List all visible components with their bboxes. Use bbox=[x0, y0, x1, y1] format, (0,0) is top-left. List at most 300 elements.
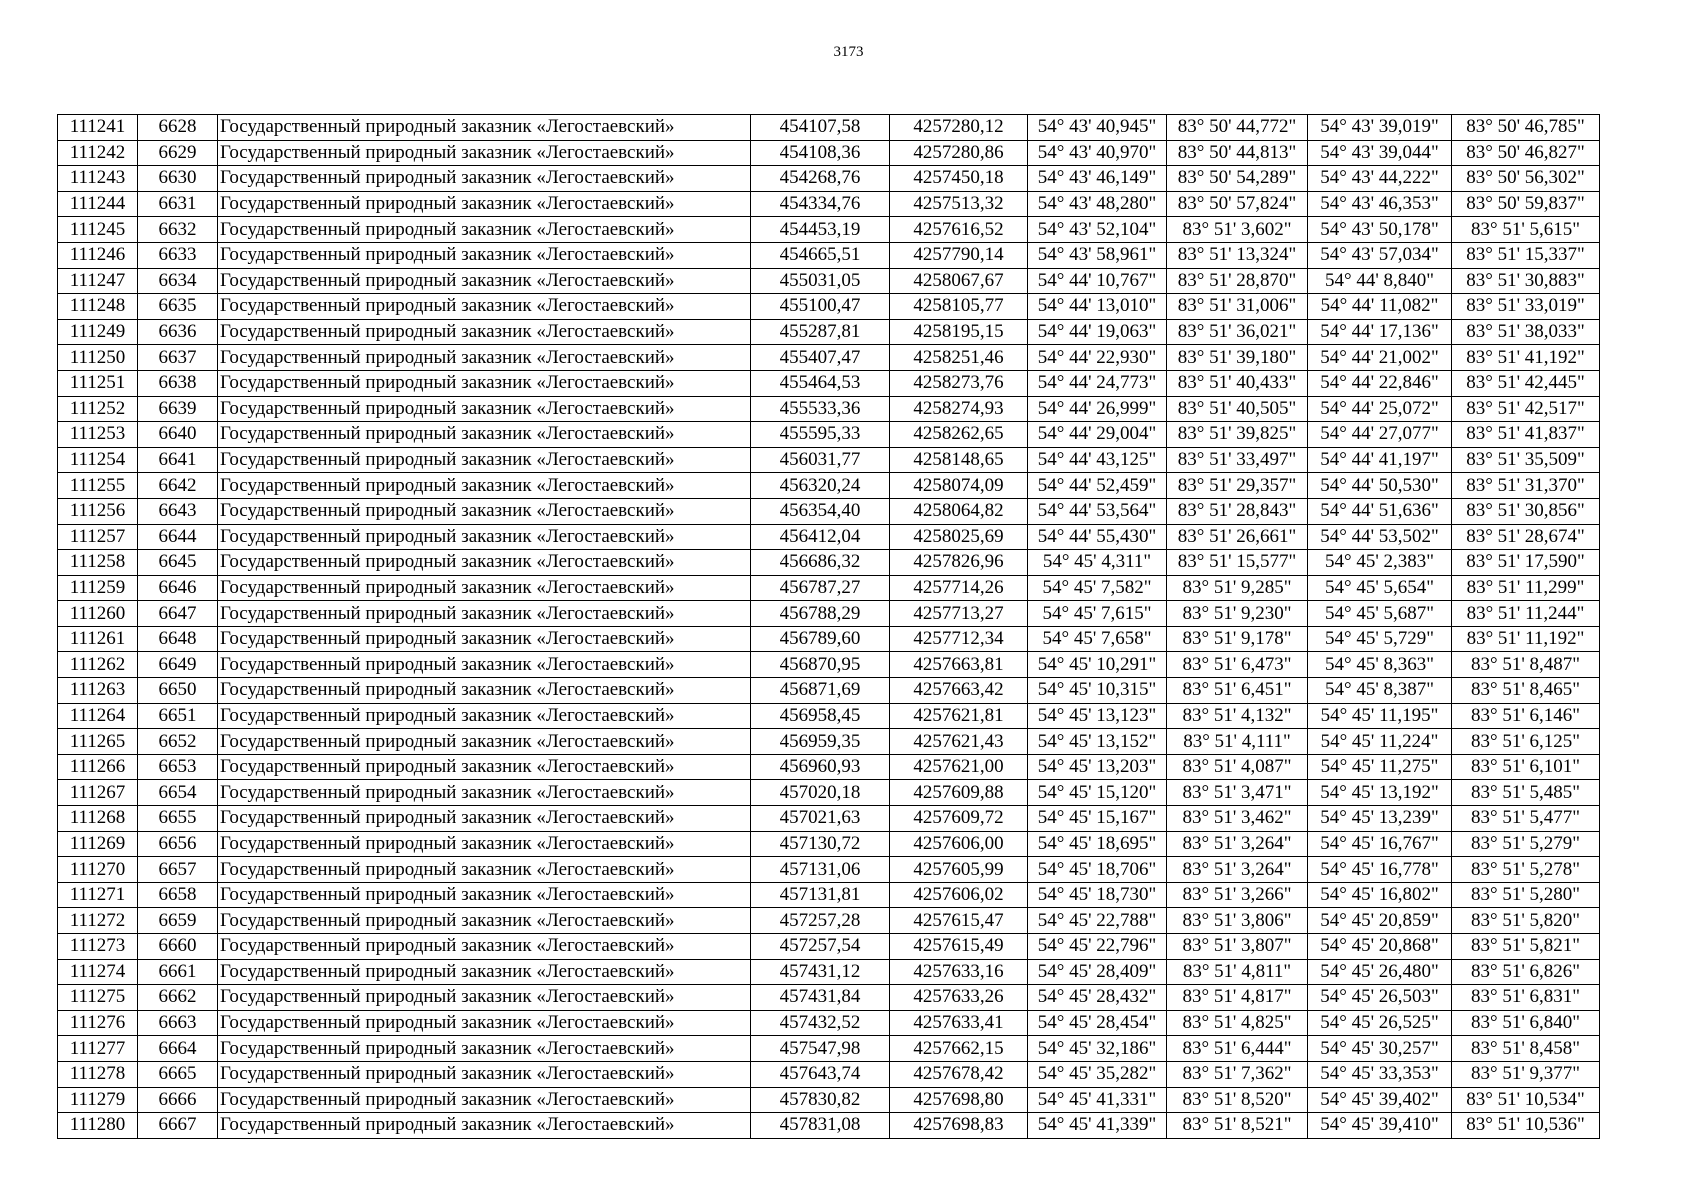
y-coordinate-cell: 4257698,83 bbox=[890, 1113, 1028, 1139]
object-name-cell: Государственный природный заказник «Легостаевский» bbox=[218, 831, 751, 857]
y-coordinate-cell: 4257609,72 bbox=[890, 806, 1028, 832]
latitude-1-cell: 54° 45' 28,409" bbox=[1028, 959, 1167, 985]
latitude-1-cell: 54° 44' 55,430" bbox=[1028, 524, 1167, 550]
longitude-2-cell: 83° 51' 42,445" bbox=[1452, 370, 1600, 396]
row-id-cell: 111273 bbox=[58, 934, 138, 960]
x-coordinate-cell: 457547,98 bbox=[751, 1036, 890, 1062]
object-name-cell: Государственный природный заказник «Легостаевский» bbox=[218, 524, 751, 550]
x-coordinate-cell: 456870,95 bbox=[751, 652, 890, 678]
longitude-1-cell: 83° 51' 31,006" bbox=[1167, 294, 1308, 320]
latitude-1-cell: 54° 45' 7,615" bbox=[1028, 601, 1167, 627]
object-name-cell: Государственный природный заказник «Легостаевский» bbox=[218, 729, 751, 755]
latitude-2-cell: 54° 44' 8,840" bbox=[1308, 268, 1452, 294]
x-coordinate-cell: 455287,81 bbox=[751, 319, 890, 345]
y-coordinate-cell: 4257621,43 bbox=[890, 729, 1028, 755]
point-number-cell: 6662 bbox=[138, 985, 218, 1011]
object-name-cell: Государственный природный заказник «Легостаевский» bbox=[218, 1036, 751, 1062]
table-row bbox=[58, 345, 1600, 371]
y-coordinate-cell: 4257714,26 bbox=[890, 575, 1028, 601]
point-number-cell: 6649 bbox=[138, 652, 218, 678]
latitude-2-cell: 54° 45' 16,778" bbox=[1308, 857, 1452, 883]
y-coordinate-cell: 4257450,18 bbox=[890, 166, 1028, 192]
point-number-cell: 6632 bbox=[138, 217, 218, 243]
y-coordinate-cell: 4258074,09 bbox=[890, 473, 1028, 499]
table-row bbox=[58, 1010, 1600, 1036]
y-coordinate-cell: 4258262,65 bbox=[890, 422, 1028, 448]
x-coordinate-cell: 457643,74 bbox=[751, 1061, 890, 1087]
y-coordinate-cell: 4258251,46 bbox=[890, 345, 1028, 371]
longitude-2-cell: 83° 51' 17,590" bbox=[1452, 550, 1600, 576]
table-row bbox=[58, 703, 1600, 729]
longitude-1-cell: 83° 51' 9,230" bbox=[1167, 601, 1308, 627]
point-number-cell: 6650 bbox=[138, 678, 218, 704]
longitude-1-cell: 83° 51' 7,362" bbox=[1167, 1061, 1308, 1087]
object-name-cell: Государственный природный заказник «Легостаевский» bbox=[218, 217, 751, 243]
table-row bbox=[58, 780, 1600, 806]
latitude-2-cell: 54° 44' 27,077" bbox=[1308, 422, 1452, 448]
point-number-cell: 6628 bbox=[138, 115, 218, 141]
longitude-2-cell: 83° 51' 6,826" bbox=[1452, 959, 1600, 985]
x-coordinate-cell: 456789,60 bbox=[751, 626, 890, 652]
point-number-cell: 6641 bbox=[138, 447, 218, 473]
latitude-1-cell: 54° 45' 15,120" bbox=[1028, 780, 1167, 806]
row-id-cell: 111279 bbox=[58, 1087, 138, 1113]
longitude-1-cell: 83° 51' 4,817" bbox=[1167, 985, 1308, 1011]
longitude-2-cell: 83° 51' 30,856" bbox=[1452, 498, 1600, 524]
y-coordinate-cell: 4257621,81 bbox=[890, 703, 1028, 729]
row-id-cell: 111260 bbox=[58, 601, 138, 627]
longitude-2-cell: 83° 51' 6,101" bbox=[1452, 754, 1600, 780]
longitude-1-cell: 83° 51' 36,021" bbox=[1167, 319, 1308, 345]
latitude-1-cell: 54° 43' 40,970" bbox=[1028, 140, 1167, 166]
point-number-cell: 6666 bbox=[138, 1087, 218, 1113]
object-name-cell: Государственный природный заказник «Легостаевский» bbox=[218, 806, 751, 832]
object-name-cell: Государственный природный заказник «Легостаевский» bbox=[218, 1113, 751, 1139]
longitude-1-cell: 83° 51' 39,825" bbox=[1167, 422, 1308, 448]
latitude-1-cell: 54° 44' 13,010" bbox=[1028, 294, 1167, 320]
point-number-cell: 6652 bbox=[138, 729, 218, 755]
x-coordinate-cell: 455464,53 bbox=[751, 370, 890, 396]
longitude-1-cell: 83° 51' 3,264" bbox=[1167, 857, 1308, 883]
latitude-2-cell: 54° 45' 11,275" bbox=[1308, 754, 1452, 780]
row-id-cell: 111254 bbox=[58, 447, 138, 473]
latitude-1-cell: 54° 45' 13,203" bbox=[1028, 754, 1167, 780]
longitude-2-cell: 83° 51' 42,517" bbox=[1452, 396, 1600, 422]
x-coordinate-cell: 456787,27 bbox=[751, 575, 890, 601]
longitude-1-cell: 83° 50' 44,813" bbox=[1167, 140, 1308, 166]
longitude-1-cell: 83° 51' 3,471" bbox=[1167, 780, 1308, 806]
latitude-2-cell: 54° 45' 39,402" bbox=[1308, 1087, 1452, 1113]
table-row bbox=[58, 370, 1600, 396]
y-coordinate-cell: 4257280,12 bbox=[890, 115, 1028, 141]
latitude-2-cell: 54° 45' 8,387" bbox=[1308, 678, 1452, 704]
row-id-cell: 111262 bbox=[58, 652, 138, 678]
y-coordinate-cell: 4258067,67 bbox=[890, 268, 1028, 294]
x-coordinate-cell: 457431,84 bbox=[751, 985, 890, 1011]
latitude-1-cell: 54° 45' 13,123" bbox=[1028, 703, 1167, 729]
latitude-2-cell: 54° 45' 39,410" bbox=[1308, 1113, 1452, 1139]
point-number-cell: 6658 bbox=[138, 882, 218, 908]
table-row bbox=[58, 831, 1600, 857]
x-coordinate-cell: 456354,40 bbox=[751, 498, 890, 524]
latitude-2-cell: 54° 45' 26,525" bbox=[1308, 1010, 1452, 1036]
point-number-cell: 6634 bbox=[138, 268, 218, 294]
row-id-cell: 111252 bbox=[58, 396, 138, 422]
latitude-2-cell: 54° 43' 39,019" bbox=[1308, 115, 1452, 141]
point-number-cell: 6639 bbox=[138, 396, 218, 422]
x-coordinate-cell: 456959,35 bbox=[751, 729, 890, 755]
row-id-cell: 111271 bbox=[58, 882, 138, 908]
longitude-1-cell: 83° 50' 54,289" bbox=[1167, 166, 1308, 192]
latitude-1-cell: 54° 43' 46,149" bbox=[1028, 166, 1167, 192]
row-id-cell: 111246 bbox=[58, 242, 138, 268]
longitude-1-cell: 83° 51' 9,178" bbox=[1167, 626, 1308, 652]
longitude-1-cell: 83° 51' 3,602" bbox=[1167, 217, 1308, 243]
longitude-2-cell: 83° 51' 5,821" bbox=[1452, 934, 1600, 960]
row-id-cell: 111274 bbox=[58, 959, 138, 985]
point-number-cell: 6635 bbox=[138, 294, 218, 320]
x-coordinate-cell: 454453,19 bbox=[751, 217, 890, 243]
coordinates-table bbox=[57, 114, 1600, 1139]
latitude-2-cell: 54° 45' 8,363" bbox=[1308, 652, 1452, 678]
latitude-1-cell: 54° 44' 43,125" bbox=[1028, 447, 1167, 473]
object-name-cell: Государственный природный заказник «Легостаевский» bbox=[218, 473, 751, 499]
y-coordinate-cell: 4257615,47 bbox=[890, 908, 1028, 934]
latitude-2-cell: 54° 43' 39,044" bbox=[1308, 140, 1452, 166]
table-row bbox=[58, 524, 1600, 550]
x-coordinate-cell: 457432,52 bbox=[751, 1010, 890, 1036]
row-id-cell: 111265 bbox=[58, 729, 138, 755]
longitude-1-cell: 83° 51' 8,521" bbox=[1167, 1113, 1308, 1139]
y-coordinate-cell: 4258064,82 bbox=[890, 498, 1028, 524]
latitude-1-cell: 54° 45' 13,152" bbox=[1028, 729, 1167, 755]
table-row bbox=[58, 678, 1600, 704]
y-coordinate-cell: 4257616,52 bbox=[890, 217, 1028, 243]
point-number-cell: 6630 bbox=[138, 166, 218, 192]
table-row bbox=[58, 294, 1600, 320]
object-name-cell: Государственный природный заказник «Легостаевский» bbox=[218, 319, 751, 345]
row-id-cell: 111278 bbox=[58, 1061, 138, 1087]
latitude-1-cell: 54° 45' 10,291" bbox=[1028, 652, 1167, 678]
longitude-1-cell: 83° 51' 6,444" bbox=[1167, 1036, 1308, 1062]
latitude-2-cell: 54° 44' 22,846" bbox=[1308, 370, 1452, 396]
longitude-1-cell: 83° 51' 40,433" bbox=[1167, 370, 1308, 396]
latitude-1-cell: 54° 45' 18,695" bbox=[1028, 831, 1167, 857]
y-coordinate-cell: 4257712,34 bbox=[890, 626, 1028, 652]
point-number-cell: 6661 bbox=[138, 959, 218, 985]
point-number-cell: 6664 bbox=[138, 1036, 218, 1062]
object-name-cell: Государственный природный заказник «Легостаевский» bbox=[218, 857, 751, 883]
longitude-2-cell: 83° 51' 8,487" bbox=[1452, 652, 1600, 678]
table-row bbox=[58, 242, 1600, 268]
x-coordinate-cell: 455031,05 bbox=[751, 268, 890, 294]
latitude-1-cell: 54° 44' 22,930" bbox=[1028, 345, 1167, 371]
table-row bbox=[58, 601, 1600, 627]
longitude-2-cell: 83° 51' 6,831" bbox=[1452, 985, 1600, 1011]
x-coordinate-cell: 455100,47 bbox=[751, 294, 890, 320]
object-name-cell: Государственный природный заказник «Легостаевский» bbox=[218, 575, 751, 601]
point-number-cell: 6667 bbox=[138, 1113, 218, 1139]
x-coordinate-cell: 456788,29 bbox=[751, 601, 890, 627]
latitude-1-cell: 54° 44' 24,773" bbox=[1028, 370, 1167, 396]
latitude-1-cell: 54° 45' 7,658" bbox=[1028, 626, 1167, 652]
longitude-1-cell: 83° 51' 28,870" bbox=[1167, 268, 1308, 294]
point-number-cell: 6643 bbox=[138, 498, 218, 524]
page-number: 3173 bbox=[833, 44, 864, 60]
object-name-cell: Государственный природный заказник «Легостаевский» bbox=[218, 396, 751, 422]
table-row bbox=[58, 729, 1600, 755]
latitude-2-cell: 54° 44' 51,636" bbox=[1308, 498, 1452, 524]
latitude-2-cell: 54° 43' 50,178" bbox=[1308, 217, 1452, 243]
object-name-cell: Государственный природный заказник «Легостаевский» bbox=[218, 780, 751, 806]
latitude-2-cell: 54° 44' 25,072" bbox=[1308, 396, 1452, 422]
y-coordinate-cell: 4257826,96 bbox=[890, 550, 1028, 576]
latitude-1-cell: 54° 44' 26,999" bbox=[1028, 396, 1167, 422]
object-name-cell: Государственный природный заказник «Легостаевский» bbox=[218, 703, 751, 729]
y-coordinate-cell: 4257790,14 bbox=[890, 242, 1028, 268]
point-number-cell: 6654 bbox=[138, 780, 218, 806]
y-coordinate-cell: 4257663,42 bbox=[890, 678, 1028, 704]
point-number-cell: 6629 bbox=[138, 140, 218, 166]
x-coordinate-cell: 456686,32 bbox=[751, 550, 890, 576]
point-number-cell: 6644 bbox=[138, 524, 218, 550]
x-coordinate-cell: 457131,06 bbox=[751, 857, 890, 883]
point-number-cell: 6656 bbox=[138, 831, 218, 857]
longitude-1-cell: 83° 51' 4,111" bbox=[1167, 729, 1308, 755]
longitude-1-cell: 83° 51' 9,285" bbox=[1167, 575, 1308, 601]
longitude-2-cell: 83° 51' 30,883" bbox=[1452, 268, 1600, 294]
longitude-2-cell: 83° 51' 5,279" bbox=[1452, 831, 1600, 857]
row-id-cell: 111261 bbox=[58, 626, 138, 652]
latitude-1-cell: 54° 45' 4,311" bbox=[1028, 550, 1167, 576]
table-row bbox=[58, 473, 1600, 499]
x-coordinate-cell: 454334,76 bbox=[751, 191, 890, 217]
row-id-cell: 111268 bbox=[58, 806, 138, 832]
longitude-2-cell: 83° 51' 6,146" bbox=[1452, 703, 1600, 729]
object-name-cell: Государственный природный заказник «Легостаевский» bbox=[218, 140, 751, 166]
row-id-cell: 111272 bbox=[58, 908, 138, 934]
object-name-cell: Государственный природный заказник «Легостаевский» bbox=[218, 882, 751, 908]
longitude-2-cell: 83° 50' 59,837" bbox=[1452, 191, 1600, 217]
y-coordinate-cell: 4257513,32 bbox=[890, 191, 1028, 217]
latitude-1-cell: 54° 45' 22,788" bbox=[1028, 908, 1167, 934]
table-row bbox=[58, 985, 1600, 1011]
longitude-2-cell: 83° 51' 33,019" bbox=[1452, 294, 1600, 320]
longitude-2-cell: 83° 51' 41,192" bbox=[1452, 345, 1600, 371]
row-id-cell: 111267 bbox=[58, 780, 138, 806]
row-id-cell: 111242 bbox=[58, 140, 138, 166]
row-id-cell: 111256 bbox=[58, 498, 138, 524]
object-name-cell: Государственный природный заказник «Легостаевский» bbox=[218, 345, 751, 371]
y-coordinate-cell: 4258105,77 bbox=[890, 294, 1028, 320]
object-name-cell: Государственный природный заказник «Легостаевский» bbox=[218, 908, 751, 934]
x-coordinate-cell: 456031,77 bbox=[751, 447, 890, 473]
longitude-2-cell: 83° 50' 46,785" bbox=[1452, 115, 1600, 141]
y-coordinate-cell: 4257606,02 bbox=[890, 882, 1028, 908]
longitude-1-cell: 83° 51' 33,497" bbox=[1167, 447, 1308, 473]
row-id-cell: 111280 bbox=[58, 1113, 138, 1139]
longitude-2-cell: 83° 51' 9,377" bbox=[1452, 1061, 1600, 1087]
object-name-cell: Государственный природный заказник «Легостаевский» bbox=[218, 934, 751, 960]
y-coordinate-cell: 4257633,41 bbox=[890, 1010, 1028, 1036]
y-coordinate-cell: 4257606,00 bbox=[890, 831, 1028, 857]
latitude-2-cell: 54° 45' 26,480" bbox=[1308, 959, 1452, 985]
longitude-1-cell: 83° 51' 8,520" bbox=[1167, 1087, 1308, 1113]
latitude-1-cell: 54° 43' 40,945" bbox=[1028, 115, 1167, 141]
longitude-2-cell: 83° 51' 5,280" bbox=[1452, 882, 1600, 908]
longitude-2-cell: 83° 51' 10,534" bbox=[1452, 1087, 1600, 1113]
object-name-cell: Государственный природный заказник «Легостаевский» bbox=[218, 268, 751, 294]
object-name-cell: Государственный природный заказник «Легостаевский» bbox=[218, 652, 751, 678]
longitude-2-cell: 83° 50' 46,827" bbox=[1452, 140, 1600, 166]
latitude-1-cell: 54° 43' 52,104" bbox=[1028, 217, 1167, 243]
longitude-2-cell: 83° 51' 41,837" bbox=[1452, 422, 1600, 448]
longitude-1-cell: 83° 51' 6,473" bbox=[1167, 652, 1308, 678]
longitude-2-cell: 83° 51' 10,536" bbox=[1452, 1113, 1600, 1139]
point-number-cell: 6642 bbox=[138, 473, 218, 499]
longitude-1-cell: 83° 51' 26,661" bbox=[1167, 524, 1308, 550]
object-name-cell: Государственный природный заказник «Легостаевский» bbox=[218, 370, 751, 396]
object-name-cell: Государственный природный заказник «Легостаевский» bbox=[218, 498, 751, 524]
longitude-1-cell: 83° 50' 57,824" bbox=[1167, 191, 1308, 217]
row-id-cell: 111266 bbox=[58, 754, 138, 780]
table-row bbox=[58, 806, 1600, 832]
object-name-cell: Государственный природный заказник «Легостаевский» bbox=[218, 601, 751, 627]
longitude-1-cell: 83° 51' 29,357" bbox=[1167, 473, 1308, 499]
latitude-1-cell: 54° 45' 41,339" bbox=[1028, 1113, 1167, 1139]
object-name-cell: Государственный природный заказник «Легостаевский» bbox=[218, 115, 751, 141]
table-row bbox=[58, 422, 1600, 448]
point-number-cell: 6655 bbox=[138, 806, 218, 832]
y-coordinate-cell: 4257678,42 bbox=[890, 1061, 1028, 1087]
row-id-cell: 111258 bbox=[58, 550, 138, 576]
row-id-cell: 111276 bbox=[58, 1010, 138, 1036]
object-name-cell: Государственный природный заказник «Легостаевский» bbox=[218, 985, 751, 1011]
longitude-1-cell: 83° 51' 3,807" bbox=[1167, 934, 1308, 960]
x-coordinate-cell: 456412,04 bbox=[751, 524, 890, 550]
x-coordinate-cell: 454268,76 bbox=[751, 166, 890, 192]
table-row bbox=[58, 115, 1600, 141]
longitude-1-cell: 83° 51' 28,843" bbox=[1167, 498, 1308, 524]
table-row bbox=[58, 1061, 1600, 1087]
latitude-2-cell: 54° 43' 46,353" bbox=[1308, 191, 1452, 217]
longitude-1-cell: 83° 51' 13,324" bbox=[1167, 242, 1308, 268]
latitude-1-cell: 54° 45' 28,454" bbox=[1028, 1010, 1167, 1036]
row-id-cell: 111255 bbox=[58, 473, 138, 499]
longitude-1-cell: 83° 51' 4,132" bbox=[1167, 703, 1308, 729]
y-coordinate-cell: 4257280,86 bbox=[890, 140, 1028, 166]
latitude-2-cell: 54° 44' 21,002" bbox=[1308, 345, 1452, 371]
latitude-2-cell: 54° 45' 16,802" bbox=[1308, 882, 1452, 908]
table-row bbox=[58, 652, 1600, 678]
table-row bbox=[58, 1113, 1600, 1139]
latitude-1-cell: 54° 45' 18,730" bbox=[1028, 882, 1167, 908]
point-number-cell: 6653 bbox=[138, 754, 218, 780]
table-row bbox=[58, 626, 1600, 652]
longitude-2-cell: 83° 51' 11,244" bbox=[1452, 601, 1600, 627]
longitude-2-cell: 83° 51' 6,840" bbox=[1452, 1010, 1600, 1036]
latitude-2-cell: 54° 45' 26,503" bbox=[1308, 985, 1452, 1011]
object-name-cell: Государственный природный заказник «Легостаевский» bbox=[218, 678, 751, 704]
latitude-1-cell: 54° 45' 22,796" bbox=[1028, 934, 1167, 960]
point-number-cell: 6646 bbox=[138, 575, 218, 601]
table-row bbox=[58, 191, 1600, 217]
row-id-cell: 111253 bbox=[58, 422, 138, 448]
object-name-cell: Государственный природный заказник «Легостаевский» bbox=[218, 626, 751, 652]
table-row bbox=[58, 217, 1600, 243]
table-row bbox=[58, 550, 1600, 576]
row-id-cell: 111249 bbox=[58, 319, 138, 345]
object-name-cell: Государственный природный заказник «Легостаевский» bbox=[218, 242, 751, 268]
y-coordinate-cell: 4257713,27 bbox=[890, 601, 1028, 627]
row-id-cell: 111259 bbox=[58, 575, 138, 601]
longitude-2-cell: 83° 51' 5,485" bbox=[1452, 780, 1600, 806]
y-coordinate-cell: 4257621,00 bbox=[890, 754, 1028, 780]
point-number-cell: 6663 bbox=[138, 1010, 218, 1036]
table-row bbox=[58, 268, 1600, 294]
table-row bbox=[58, 140, 1600, 166]
latitude-2-cell: 54° 45' 11,195" bbox=[1308, 703, 1452, 729]
latitude-1-cell: 54° 44' 29,004" bbox=[1028, 422, 1167, 448]
table-row bbox=[58, 1036, 1600, 1062]
latitude-2-cell: 54° 45' 20,868" bbox=[1308, 934, 1452, 960]
x-coordinate-cell: 456960,93 bbox=[751, 754, 890, 780]
row-id-cell: 111263 bbox=[58, 678, 138, 704]
x-coordinate-cell: 457257,54 bbox=[751, 934, 890, 960]
y-coordinate-cell: 4258148,65 bbox=[890, 447, 1028, 473]
longitude-1-cell: 83° 51' 4,811" bbox=[1167, 959, 1308, 985]
x-coordinate-cell: 456958,45 bbox=[751, 703, 890, 729]
row-id-cell: 111275 bbox=[58, 985, 138, 1011]
row-id-cell: 111247 bbox=[58, 268, 138, 294]
latitude-1-cell: 54° 45' 7,582" bbox=[1028, 575, 1167, 601]
longitude-1-cell: 83° 51' 3,806" bbox=[1167, 908, 1308, 934]
y-coordinate-cell: 4257663,81 bbox=[890, 652, 1028, 678]
point-number-cell: 6659 bbox=[138, 908, 218, 934]
latitude-2-cell: 54° 45' 30,257" bbox=[1308, 1036, 1452, 1062]
x-coordinate-cell: 457831,08 bbox=[751, 1113, 890, 1139]
longitude-1-cell: 83° 51' 3,462" bbox=[1167, 806, 1308, 832]
x-coordinate-cell: 456320,24 bbox=[751, 473, 890, 499]
latitude-1-cell: 54° 44' 52,459" bbox=[1028, 473, 1167, 499]
y-coordinate-cell: 4257605,99 bbox=[890, 857, 1028, 883]
latitude-2-cell: 54° 45' 5,687" bbox=[1308, 601, 1452, 627]
latitude-2-cell: 54° 44' 17,136" bbox=[1308, 319, 1452, 345]
longitude-2-cell: 83° 51' 8,465" bbox=[1452, 678, 1600, 704]
latitude-1-cell: 54° 44' 19,063" bbox=[1028, 319, 1167, 345]
x-coordinate-cell: 457257,28 bbox=[751, 908, 890, 934]
y-coordinate-cell: 4258195,15 bbox=[890, 319, 1028, 345]
table-row bbox=[58, 754, 1600, 780]
longitude-2-cell: 83° 51' 35,509" bbox=[1452, 447, 1600, 473]
row-id-cell: 111269 bbox=[58, 831, 138, 857]
row-id-cell: 111245 bbox=[58, 217, 138, 243]
x-coordinate-cell: 454108,36 bbox=[751, 140, 890, 166]
longitude-1-cell: 83° 51' 3,266" bbox=[1167, 882, 1308, 908]
point-number-cell: 6631 bbox=[138, 191, 218, 217]
row-id-cell: 111277 bbox=[58, 1036, 138, 1062]
object-name-cell: Государственный природный заказник «Легостаевский» bbox=[218, 754, 751, 780]
longitude-2-cell: 83° 51' 5,820" bbox=[1452, 908, 1600, 934]
latitude-2-cell: 54° 45' 13,239" bbox=[1308, 806, 1452, 832]
x-coordinate-cell: 457021,63 bbox=[751, 806, 890, 832]
x-coordinate-cell: 456871,69 bbox=[751, 678, 890, 704]
latitude-2-cell: 54° 45' 5,729" bbox=[1308, 626, 1452, 652]
longitude-2-cell: 83° 51' 11,192" bbox=[1452, 626, 1600, 652]
x-coordinate-cell: 457131,81 bbox=[751, 882, 890, 908]
x-coordinate-cell: 457130,72 bbox=[751, 831, 890, 857]
object-name-cell: Государственный природный заказник «Легостаевский» bbox=[218, 422, 751, 448]
